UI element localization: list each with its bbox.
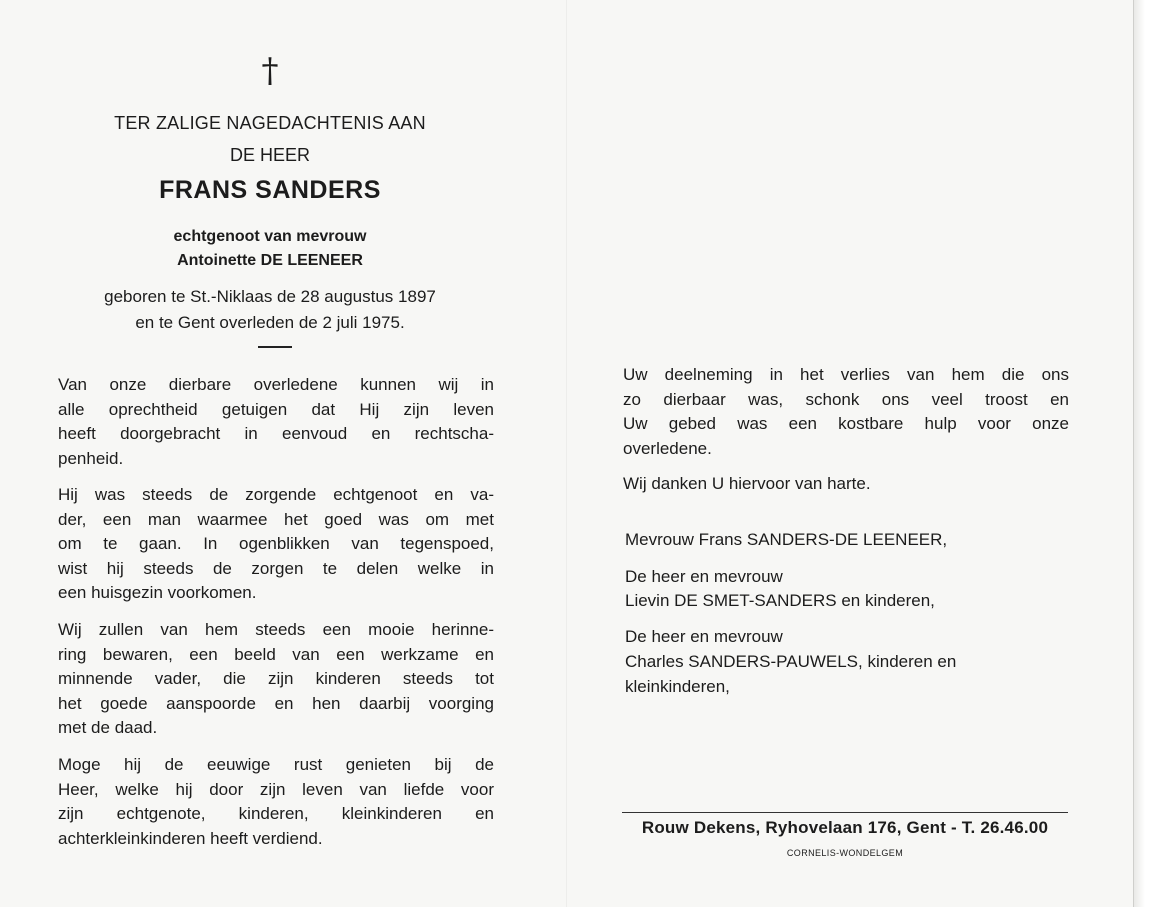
- text-line: een huisgezin voorkomen.: [58, 583, 257, 603]
- text-line: wist hij steeds de zorgen te delen welke in: [58, 558, 494, 578]
- spouse-name: Antoinette DE LEENEER: [177, 252, 363, 269]
- footer-rule: [622, 812, 1068, 813]
- paragraph-1: [58, 373, 494, 471]
- text-line: achterkleinkinderen heeft verdiend.: [58, 828, 323, 848]
- deceased-name: FRANS SANDERS: [159, 176, 381, 204]
- text-line: Moge hij de eeuwige rust genieten bij de: [58, 755, 494, 774]
- honorific: DE HEER: [229, 145, 310, 165]
- signatory-family: Lievin DE SMET-SANDERS en kinderen,: [625, 591, 935, 610]
- text-line: Uw deelneming in het verlies van hem die ons: [623, 365, 1069, 384]
- signatory-intro: De heer en mevrouw: [625, 627, 783, 646]
- text-line: minnende vader, die zijn kinderen steeds tot: [58, 669, 494, 689]
- text-line: overledene.: [623, 438, 712, 458]
- text-line: het goede aanspoorde en hen daarbij voorging: [58, 693, 494, 713]
- text-line: heeft doorgebracht in eenvoud en rechtscha-: [58, 424, 494, 444]
- birth-line: geboren te St.-Niklaas de 28 augustus 1897: [104, 287, 436, 306]
- signatory-intro: De heer en mevrouw: [625, 567, 783, 586]
- signatory-family-cont: kleinkinderen,: [625, 677, 730, 696]
- printer-credit: CORNELIS-WONDELGEM: [786, 848, 904, 858]
- funeral-home-line: Rouw Dekens, Ryhovelaan 176, Gent - T. 26.46.00: [641, 818, 1049, 837]
- signatory-family: Charles SANDERS-PAUWELS, kinderen en: [625, 652, 957, 671]
- text-line: Wij zullen van hem steeds een mooie herinne-: [58, 620, 494, 639]
- death-line: en te Gent overleden de 2 juli 1975.: [135, 313, 405, 332]
- thanks-line: Wij danken U hiervoor van harte.: [623, 474, 871, 493]
- cross-symbol: †: [261, 51, 279, 91]
- text-line: der, een man waarmee het goed was om met: [58, 509, 494, 529]
- paragraph-2: [58, 483, 494, 606]
- memorial-heading: TER ZALIGE NAGEDACHTENIS AAN: [114, 113, 426, 133]
- card-fold: [566, 0, 567, 907]
- card-edge: [1133, 0, 1150, 907]
- text-line: penheid.: [58, 448, 124, 468]
- text-line: met de daad.: [58, 718, 158, 738]
- text-line: ring bewaren, een beeld van een werkzame en: [58, 644, 494, 664]
- text-line: Van onze dierbare overledene kunnen wij in: [58, 375, 494, 394]
- text-line: zo dierbaar was, schonk ons veel troost en: [623, 389, 1069, 409]
- section-divider: [258, 346, 292, 348]
- signatory-widow: Mevrouw Frans SANDERS-DE LEENEER,: [625, 530, 948, 549]
- paragraph-3: [58, 618, 494, 741]
- text-line: om te gaan. In ogenblikken van tegenspoed,: [58, 534, 494, 554]
- text-line: Uw gebed was een kostbare hulp voor onze: [623, 414, 1069, 434]
- text-line: Hij was steeds de zorgende echtgenoot en va-: [58, 485, 494, 504]
- thanks-paragraph: [623, 363, 1069, 461]
- paragraph-4: [58, 753, 494, 851]
- text-line: alle oprechtheid getuigen dat Hij zijn leven: [58, 399, 494, 419]
- text-line: zijn echtgenote, kinderen, kleinkinderen en: [58, 804, 494, 824]
- text-line: Heer, welke hij door zijn leven van liefde voor: [58, 779, 494, 799]
- spouse-intro: echtgenoot van mevrouw: [173, 228, 367, 245]
